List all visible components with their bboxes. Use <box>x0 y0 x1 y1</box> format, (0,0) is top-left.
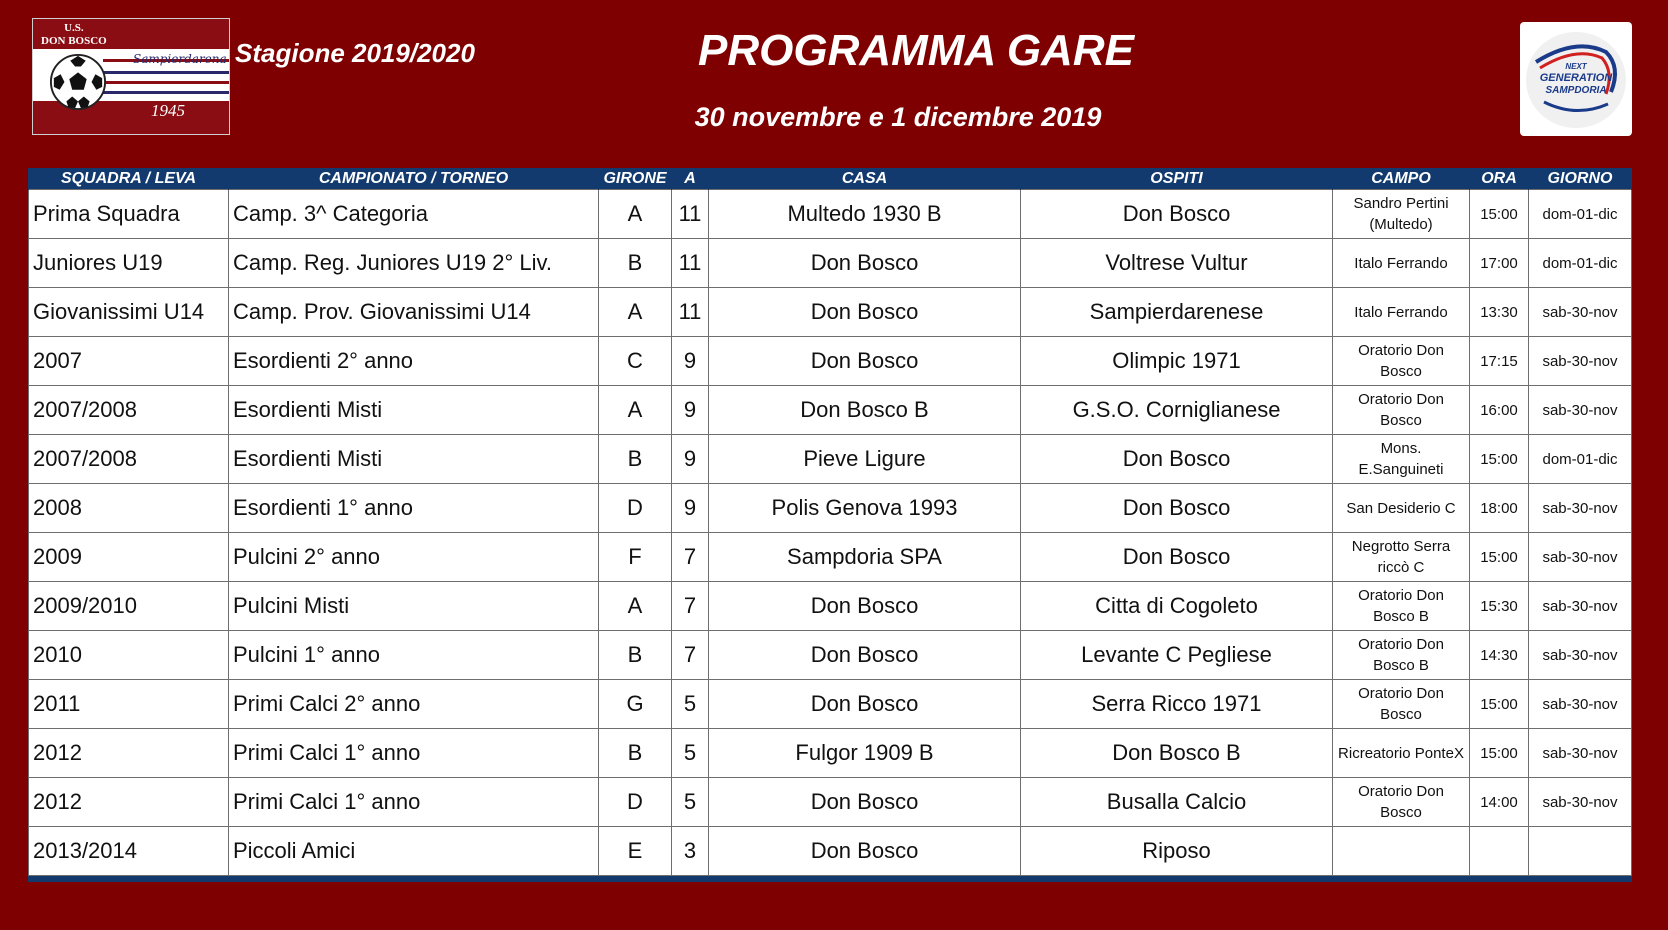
cell-squadra: 2008 <box>29 484 229 533</box>
cell-squadra: 2009 <box>29 533 229 582</box>
cell-ora: 17:00 <box>1470 239 1529 288</box>
cell-ospiti: Serra Ricco 1971 <box>1021 680 1333 729</box>
cell-casa: Don Bosco <box>709 631 1021 680</box>
cell-campionato: Piccoli Amici <box>229 827 599 876</box>
cell-girone: F <box>599 533 672 582</box>
cell-girone: B <box>599 729 672 778</box>
cell-giorno: sab-30-nov <box>1529 582 1632 631</box>
cell-girone: A <box>599 386 672 435</box>
cell-giorno: dom-01-dic <box>1529 239 1632 288</box>
cell-campionato: Pulcini 2° anno <box>229 533 599 582</box>
cell-squadra: Giovanissimi U14 <box>29 288 229 337</box>
cell-squadra: 2009/2010 <box>29 582 229 631</box>
cell-ora: 15:00 <box>1470 729 1529 778</box>
cell-ospiti: Don Bosco B <box>1021 729 1333 778</box>
cell-casa: Sampdoria SPA <box>709 533 1021 582</box>
cell-campionato: Pulcini 1° anno <box>229 631 599 680</box>
sampdoria-logo <box>1520 22 1632 136</box>
cell-casa: Don Bosco <box>709 337 1021 386</box>
cell-giorno: sab-30-nov <box>1529 778 1632 827</box>
cell-ospiti: Riposo <box>1021 827 1333 876</box>
logo-next: NEXT <box>1565 62 1587 71</box>
season-label: Stagione 2019/2020 <box>235 38 475 68</box>
cell-a: 7 <box>672 631 709 680</box>
cell-campo: Italo Ferrando <box>1333 288 1470 337</box>
cell-ora: 13:30 <box>1470 288 1529 337</box>
cell-a: 5 <box>672 729 709 778</box>
cell-campionato: Primi Calci 2° anno <box>229 680 599 729</box>
cell-casa: Don Bosco B <box>709 386 1021 435</box>
cell-ora: 15:00 <box>1470 680 1529 729</box>
cell-campo <box>1333 827 1470 876</box>
cell-a: 11 <box>672 288 709 337</box>
col-header-campo: CAMPO <box>1333 168 1470 190</box>
cell-squadra: 2007/2008 <box>29 435 229 484</box>
cell-girone: A <box>599 288 672 337</box>
cell-a: 7 <box>672 533 709 582</box>
cell-campo: Oratorio Don Bosco B <box>1333 582 1470 631</box>
cell-a: 9 <box>672 484 709 533</box>
cell-campo: Negrotto Serra riccò C <box>1333 533 1470 582</box>
cell-giorno: dom-01-dic <box>1529 190 1632 239</box>
table-row <box>29 288 1632 337</box>
cell-giorno: sab-30-nov <box>1529 631 1632 680</box>
col-header-campionato: CAMPIONATO / TORNEO <box>229 168 599 190</box>
table-row <box>29 386 1632 435</box>
table-header-row <box>29 168 1632 190</box>
cell-casa: Don Bosco <box>709 288 1021 337</box>
cell-campionato: Esordienti 2° anno <box>229 337 599 386</box>
cell-ora: 15:00 <box>1470 533 1529 582</box>
cell-squadra: 2012 <box>29 729 229 778</box>
cell-squadra: 2011 <box>29 680 229 729</box>
cell-girone: A <box>599 190 672 239</box>
cell-a: 9 <box>672 435 709 484</box>
cell-girone: C <box>599 337 672 386</box>
logo-generation: GENERATION <box>1539 72 1613 84</box>
cell-ospiti: Voltrese Vultur <box>1021 239 1333 288</box>
cell-campo: Sandro Pertini (Multedo) <box>1333 190 1470 239</box>
cell-campionato: Primi Calci 1° anno <box>229 778 599 827</box>
logo-stripe <box>103 81 229 84</box>
cell-campo: San Desiderio C <box>1333 484 1470 533</box>
table-row <box>29 484 1632 533</box>
cell-girone: B <box>599 435 672 484</box>
table-row <box>29 190 1632 239</box>
cell-squadra: 2007 <box>29 337 229 386</box>
cell-girone: B <box>599 239 672 288</box>
cell-campionato: Camp. Reg. Juniores U19 2° Liv. <box>229 239 599 288</box>
cell-ospiti: Citta di Cogoleto <box>1021 582 1333 631</box>
cell-girone: A <box>599 582 672 631</box>
cell-casa: Multedo 1930 B <box>709 190 1021 239</box>
cell-campionato: Esordienti Misti <box>229 435 599 484</box>
cell-a: 9 <box>672 337 709 386</box>
page-title: PROGRAMMA GARE <box>698 26 1134 75</box>
schedule-table <box>28 168 1632 876</box>
cell-ora: 16:00 <box>1470 386 1529 435</box>
cell-campo: Oratorio Don Bosco <box>1333 337 1470 386</box>
cell-campo: Oratorio Don Bosco <box>1333 386 1470 435</box>
cell-giorno: sab-30-nov <box>1529 337 1632 386</box>
cell-casa: Don Bosco <box>709 680 1021 729</box>
cell-casa: Fulgor 1909 B <box>709 729 1021 778</box>
match-dates: 30 novembre e 1 dicembre 2019 <box>694 102 1102 132</box>
cell-casa: Don Bosco <box>709 582 1021 631</box>
cell-girone: G <box>599 680 672 729</box>
col-header-a: A <box>672 168 709 190</box>
cell-squadra: 2007/2008 <box>29 386 229 435</box>
cell-campo: Oratorio Don Bosco <box>1333 778 1470 827</box>
cell-campo: Mons. E.Sanguineti <box>1333 435 1470 484</box>
cell-ora: 15:00 <box>1470 190 1529 239</box>
cell-campionato: Pulcini Misti <box>229 582 599 631</box>
logo-year: 1945 <box>151 101 185 120</box>
table-row <box>29 533 1632 582</box>
cell-ospiti: Don Bosco <box>1021 190 1333 239</box>
cell-a: 5 <box>672 778 709 827</box>
cell-campionato: Esordienti Misti <box>229 386 599 435</box>
table-row <box>29 435 1632 484</box>
logo-club-name: U.S. DON BOSCO <box>41 22 107 47</box>
col-header-ospiti: OSPITI <box>1021 168 1333 190</box>
cell-giorno: sab-30-nov <box>1529 680 1632 729</box>
table-row <box>29 582 1632 631</box>
cell-ospiti: Sampierdarenese <box>1021 288 1333 337</box>
cell-campo: Oratorio Don Bosco B <box>1333 631 1470 680</box>
table-row <box>29 680 1632 729</box>
cell-girone: D <box>599 484 672 533</box>
table-row <box>29 239 1632 288</box>
cell-a: 11 <box>672 190 709 239</box>
cell-casa: Pieve Ligure <box>709 435 1021 484</box>
cell-a: 7 <box>672 582 709 631</box>
cell-campo: Oratorio Don Bosco <box>1333 680 1470 729</box>
table-row <box>29 729 1632 778</box>
cell-girone: E <box>599 827 672 876</box>
cell-casa: Don Bosco <box>709 827 1021 876</box>
cell-campionato: Esordienti 1° anno <box>229 484 599 533</box>
cell-ospiti: Don Bosco <box>1021 435 1333 484</box>
col-header-squadra: SQUADRA / LEVA <box>29 168 229 190</box>
cell-girone: D <box>599 778 672 827</box>
cell-ospiti: Don Bosco <box>1021 484 1333 533</box>
cell-squadra: Prima Squadra <box>29 190 229 239</box>
logo-script: Sampierdarena <box>133 52 227 66</box>
cell-ora: 17:15 <box>1470 337 1529 386</box>
table-row <box>29 827 1632 876</box>
col-header-girone: GIRONE <box>599 168 672 190</box>
cell-ospiti: Olimpic 1971 <box>1021 337 1333 386</box>
table-row <box>29 778 1632 827</box>
cell-ora: 15:00 <box>1470 435 1529 484</box>
cell-campo: Ricreatorio PonteX <box>1333 729 1470 778</box>
cell-campionato: Primi Calci 1° anno <box>229 729 599 778</box>
cell-ora: 15:30 <box>1470 582 1529 631</box>
cell-campionato: Camp. Prov. Giovanissimi U14 <box>229 288 599 337</box>
cell-casa: Polis Genova 1993 <box>709 484 1021 533</box>
cell-casa: Don Bosco <box>709 778 1021 827</box>
cell-girone: B <box>599 631 672 680</box>
cell-campionato: Camp. 3^ Categoria <box>229 190 599 239</box>
cell-ospiti: Busalla Calcio <box>1021 778 1333 827</box>
cell-squadra: 2012 <box>29 778 229 827</box>
col-header-ora: ORA <box>1470 168 1529 190</box>
cell-giorno: sab-30-nov <box>1529 288 1632 337</box>
cell-giorno: sab-30-nov <box>1529 729 1632 778</box>
cell-squadra: 2010 <box>29 631 229 680</box>
cell-ora: 14:30 <box>1470 631 1529 680</box>
cell-ospiti: Levante C Pegliese <box>1021 631 1333 680</box>
cell-squadra: Juniores U19 <box>29 239 229 288</box>
cell-ora <box>1470 827 1529 876</box>
logo-stripe <box>103 91 229 94</box>
col-header-giorno: GIORNO <box>1529 168 1632 190</box>
cell-giorno: dom-01-dic <box>1529 435 1632 484</box>
cell-a: 5 <box>672 680 709 729</box>
table-row <box>29 631 1632 680</box>
cell-giorno: sab-30-nov <box>1529 386 1632 435</box>
cell-giorno <box>1529 827 1632 876</box>
cell-giorno: sab-30-nov <box>1529 533 1632 582</box>
logo-sampdoria: SAMPDORIA <box>1545 85 1607 96</box>
col-header-casa: CASA <box>709 168 1021 190</box>
cell-casa: Don Bosco <box>709 239 1021 288</box>
cell-a: 11 <box>672 239 709 288</box>
cell-ora: 14:00 <box>1470 778 1529 827</box>
cell-ospiti: G.S.O. Corniglianese <box>1021 386 1333 435</box>
cell-squadra: 2013/2014 <box>29 827 229 876</box>
cell-a: 3 <box>672 827 709 876</box>
cell-ospiti: Don Bosco <box>1021 533 1333 582</box>
table-row <box>29 337 1632 386</box>
cell-giorno: sab-30-nov <box>1529 484 1632 533</box>
cell-a: 9 <box>672 386 709 435</box>
cell-ora: 18:00 <box>1470 484 1529 533</box>
cell-campo: Italo Ferrando <box>1333 239 1470 288</box>
